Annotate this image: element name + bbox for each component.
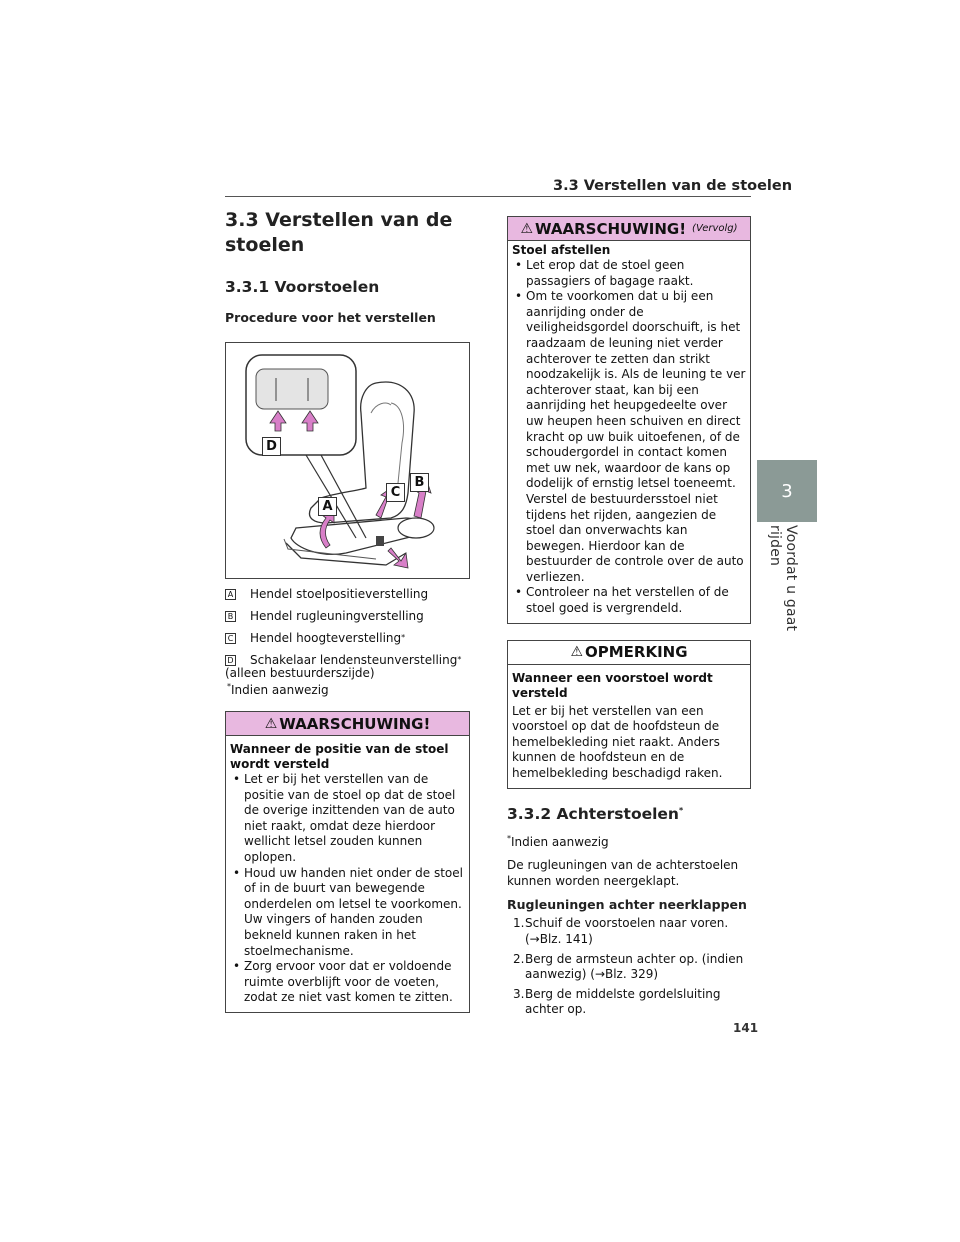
step-number: 2. [513, 951, 525, 966]
warning-header [226, 712, 469, 736]
warning-continued-header [508, 217, 750, 241]
legend-star: * [457, 655, 462, 664]
page-number: 141 [733, 1021, 759, 1035]
section-title: 3.3 Verstellen van de stoelen [225, 209, 453, 256]
legend-star: * [401, 633, 406, 642]
chapter-title: Voordat u gaat rijden [767, 525, 799, 632]
note-body [508, 665, 750, 788]
lever [376, 536, 384, 546]
chapter-tab[interactable] [757, 460, 817, 522]
warning-continued-subheading: Stoel afstellen [512, 243, 611, 257]
legend-tag: D [225, 655, 236, 666]
note-box [507, 640, 751, 789]
warning-icon: ⚠ [264, 715, 278, 732]
subsection-title: 3.3.1 Voorstoelen [225, 278, 380, 296]
procedure-step [507, 987, 751, 1018]
note-header [508, 641, 750, 665]
right-column [507, 216, 751, 1018]
legend-item [225, 631, 470, 645]
legend-tag: B [225, 611, 236, 622]
step-number: 1. [513, 916, 525, 931]
legend-tag: C [225, 633, 236, 644]
step-text: Schuif de voorstoelen naar voren. (→Blz. 141) [525, 916, 729, 946]
figure-label-c: C [386, 483, 405, 502]
legend-item [225, 609, 470, 623]
warning-bullet: • Let er bij het verstellen van de positie van de stoel op dat de stoel de overige inzittenden van de auto niet raakt, omdat deze hierdoor wellicht letsel zouden kunnen oplopen. [230, 772, 465, 866]
legend-footnote: *Indien aanwezig [227, 682, 329, 697]
step-text: Berg de middelste gordelsluiting achter op. [525, 986, 721, 1017]
legend-item [225, 653, 470, 667]
header-rule [225, 196, 751, 197]
step-number: 3. [513, 986, 525, 1001]
continued-label: (Vervolg) [692, 223, 738, 234]
note-text: Let er bij het verstellen van een voorstoel op dat de hoofdsteun de hemelbekleding niet raakt. Anders kunnen de hoofdsteun en de hemelbekleding beschadigd raken. [512, 703, 723, 781]
arrow-icon [388, 548, 408, 568]
left-column [225, 208, 470, 1013]
procedure-step [507, 916, 751, 947]
step-text: Berg de armsteun achter op. (indien aanwezig) (→Blz. 329) [525, 951, 744, 982]
rear-seats-title: 3.3.2 Achterstoelen* [507, 804, 684, 823]
rear-seats-footnote: *Indien aanwezig [507, 833, 609, 849]
warning-continued-body [508, 241, 750, 623]
warning-box [225, 711, 470, 1013]
warning-icon: ⚠ [520, 220, 534, 237]
note-title: OPMERKING [585, 643, 688, 662]
procedure-heading: Procedure voor het verstellen [225, 310, 436, 325]
warning-bullet: • Zorg ervoor voor dat er voldoende ruimte overblijft voor de voeten, zodat ze niet vast komen te zitten. [230, 959, 465, 1006]
warning-subheading: Wanneer de positie van de stoel wordt versteld [230, 742, 449, 771]
chapter-number: 3 [781, 480, 793, 502]
warning-continued-title: WAARSCHUWING! [535, 219, 687, 238]
caution-icon: ⚠ [570, 644, 583, 661]
warning-bullet: • Houd uw handen niet onder de stoel of in de buurt van bewegende onderdelen om letsel te voorkomen. Uw vingers of handen zouden bekneld kunnen raken in het stoelmechanisme. [230, 866, 465, 960]
procedure-step [507, 952, 751, 983]
rear-procedure-heading: Rugleuningen achter neerklappen [507, 897, 747, 913]
rear-seats-intro: De rugleuningen van de achterstoelen kunnen worden neergeklapt. [507, 858, 739, 888]
figure-label-a: A [318, 497, 337, 516]
legend-text: Hendel stoelpositieverstelling [250, 587, 429, 601]
legend-item [225, 587, 470, 601]
figure-label-d: D [262, 437, 281, 456]
figure-legend [225, 587, 470, 697]
legend-text: Hendel rugleuningverstelling [250, 609, 424, 623]
running-header-title: 3.3 Verstellen van de stoelen [553, 178, 793, 194]
warning-title: WAARSCHUWING! [279, 714, 431, 733]
warning-bullet: • Om te voorkomen dat u bij een aanrijding onder de veiligheidsgordel doorschuift, is het raadzaam de leuning niet verder achterover te zetten dan strikt noodzakelijk is. Als de leuning te ver achterover staat, kan bij een aanrijding het heupgedeelte over uw heupen heen schuiven en direct kracht op uw buik uitoefenen, of de schoudergordel in contact komen met uw nek, waardoor de kans op dodelijk of ernstig letsel toeneemt. Verstel de bestuurdersstoel niet tijdens het rijden, aangezien de stoel dan onverwachts kan bewegen. Hierdoor kan de bestuurder de controle over de auto verliezen. [512, 289, 746, 585]
warning-body [226, 736, 469, 1012]
figure-label-b: B [410, 473, 429, 492]
legend-tag: A [225, 589, 236, 600]
legend-text: Hendel hoogteverstelling [250, 631, 402, 645]
warning-continued-box [507, 216, 751, 624]
warning-bullet: • Controleer na het verstellen of de stoel goed is vergrendeld. [512, 585, 746, 616]
lumbar-switch [256, 369, 328, 409]
seat-illustration [225, 342, 470, 579]
lever [398, 518, 434, 538]
seat-drawing [226, 343, 469, 578]
note-subheading: Wanneer een voorstoel wordt versteld [512, 670, 713, 700]
legend-note: (alleen bestuurderszijde) [225, 666, 375, 680]
warning-bullet: • Let erop dat de stoel geen passagiers of bagage raakt. [512, 258, 746, 289]
legend-text: Schakelaar lendensteunverstelling [250, 653, 458, 667]
